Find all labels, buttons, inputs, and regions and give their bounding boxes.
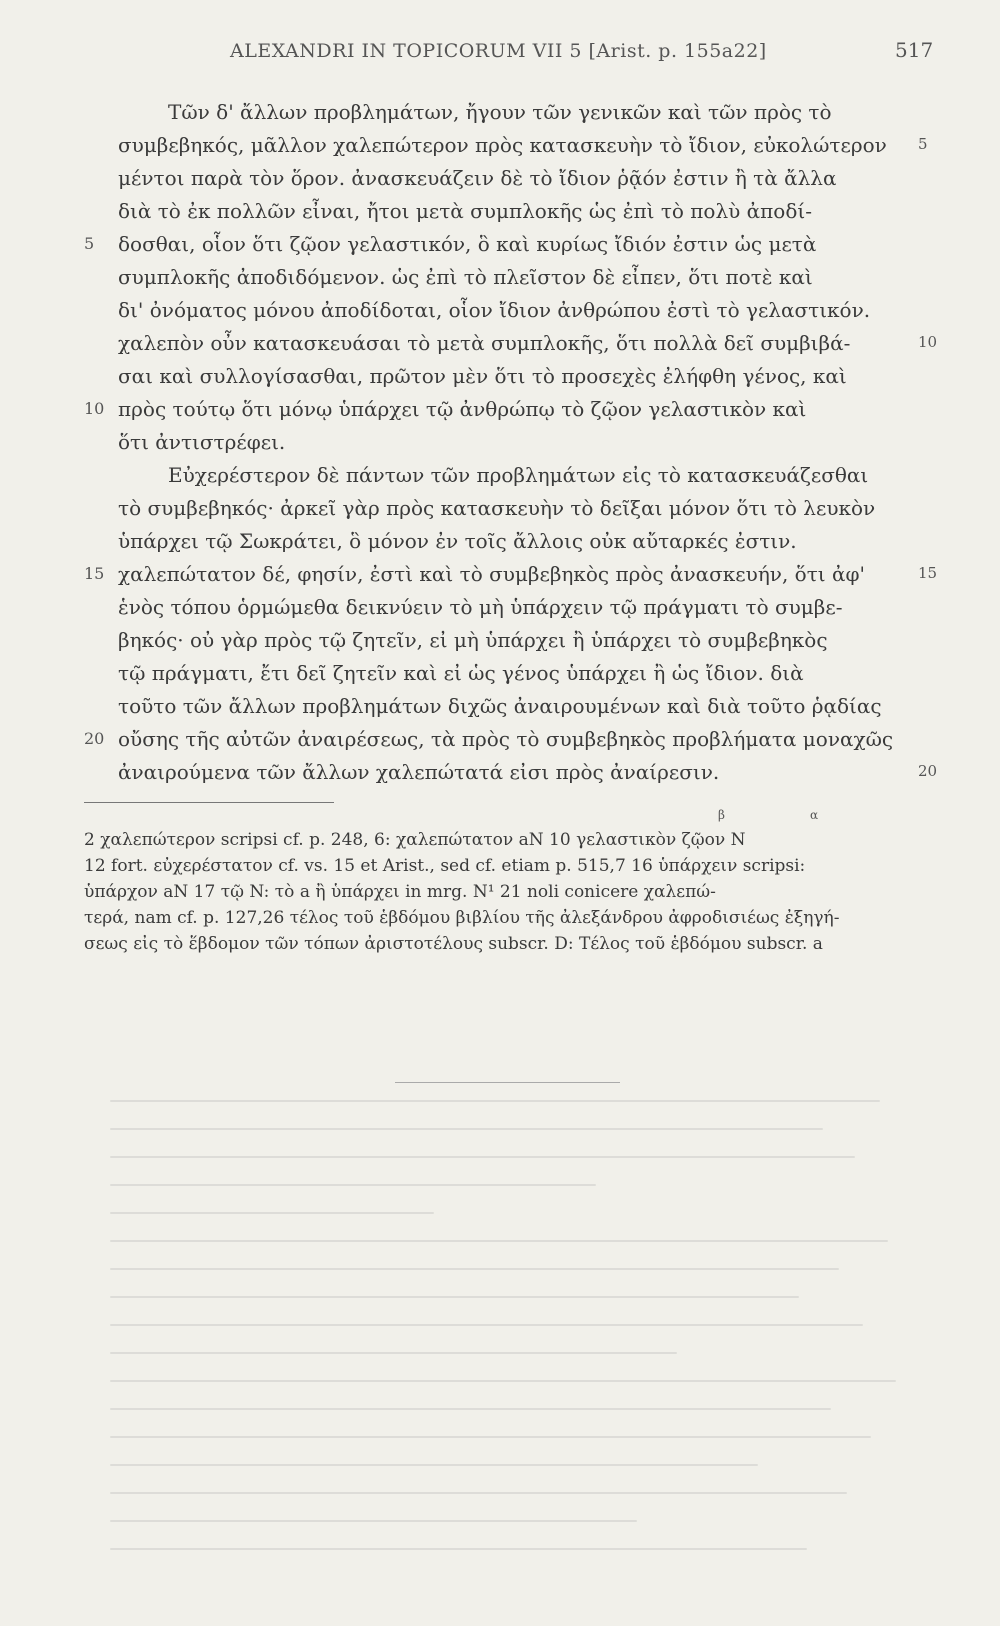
text-line-18: τῷ πράγματι, ἔτι δεῖ ζητεῖν καὶ εἰ ὡς γένος ὑπάρχει ἢ ὡς ἴδιον. διὰ	[118, 661, 804, 685]
apparatus-mark: β	[718, 808, 725, 822]
apparatus-mark: α	[810, 808, 819, 822]
text-line-5: δοσθαι, οἷον ὅτι ζῷον γελαστικόν, ὃ καὶ κυρίως ἴδιόν ἐστιν ὡς μετὰ	[118, 232, 817, 256]
line-number-left: 15	[84, 564, 105, 583]
text-line-17: βηκός· οὐ γὰρ πρὸς τῷ ζητεῖν, εἰ μὴ ὑπάρχει ἢ ὑπάρχει τὸ συμβεβηκὸς	[118, 628, 828, 652]
line-number-right: 20	[918, 762, 938, 780]
text-line-10: πρὸς τούτῳ ὅτι μόνῳ ὑπάρχει τῷ ἀνθρώπῳ τὸ ζῷον γελαστικὸν καὶ	[118, 397, 807, 421]
text-line-14: ὑπάρχει τῷ Σωκράτει, ὃ μόνον ἐν τοῖς ἄλλοις οὐκ αὔταρκές ἐστιν.	[118, 529, 797, 553]
text-line-20: οὔσης τῆς αὐτῶν ἀναιρέσεως, τὰ πρὸς τὸ συμβεβηκὸς προβλήματα μοναχῶς	[118, 727, 894, 751]
line-number-right: 15	[918, 564, 938, 582]
page-number: 517	[895, 38, 934, 62]
bleed-through-text	[110, 1100, 920, 1620]
apparatus-line-5: σεως εἰς τὸ ἕβδομον τῶν τόπων ἀριστοτέλους subscr. D: Τέλος τοῦ ἑβδόμου subscr. a	[84, 934, 823, 954]
text-line-1: Τῶν δ' ἄλλων προβλημάτων, ἤγουν τῶν γενικῶν καὶ τῶν πρὸς τὸ	[168, 100, 832, 124]
text-line-19: τοῦτο τῶν ἄλλων προβλημάτων διχῶς ἀναιρουμένων καὶ διὰ τοῦτο ῥᾳδίας	[118, 694, 882, 718]
text-line-15: χαλεπώτατον δέ, φησίν, ἐστὶ καὶ τὸ συμβεβηκὸς πρὸς ἀνασκευήν, ὅτι ἀφ'	[118, 562, 865, 586]
line-number-left: 5	[84, 234, 95, 253]
bleed-through-divider	[395, 1082, 620, 1083]
text-line-3: μέντοι παρὰ τὸν ὅρον. ἀνασκευάζειν δὲ τὸ ἴδιον ῥᾷόν ἐστιν ἢ τὰ ἄλλα	[118, 166, 837, 190]
text-line-16: ἑνὸς τόπου ὁρμώμεθα δεικνύειν τὸ μὴ ὑπάρχειν τῷ πράγματι τὸ συμβε-	[118, 595, 843, 619]
text-line-7: δι' ὀνόματος μόνου ἀποδίδοται, οἷον ἴδιον ἀνθρώπου ἐστὶ τὸ γελαστικόν.	[118, 298, 871, 322]
line-number-left: 10	[84, 399, 105, 418]
text-line-4: διὰ τὸ ἐκ πολλῶν εἶναι, ἤτοι μετὰ συμπλοκῆς ὡς ἐπὶ τὸ πολὺ ἀποδί-	[118, 199, 812, 223]
apparatus-line-4: τερά, nam cf. p. 127,26 τέλος τοῦ ἑβδόμου βιβλίου τῆς ἀλεξάνδρου ἀφροδισιέως ἐξηγή-	[84, 908, 840, 928]
line-number-right: 10	[918, 333, 938, 351]
line-number-right: 5	[918, 135, 928, 153]
running-head: ALEXANDRI IN TOPICORUM VII 5 [Arist. p. 155a22]	[230, 40, 767, 62]
text-line-8: χαλεπὸν οὖν κατασκευάσαι τὸ μετὰ συμπλοκῆς, ὅτι πολλὰ δεῖ συμβιβά-	[118, 331, 851, 355]
text-line-6: συμπλοκῆς ἀποδιδόμενον. ὡς ἐπὶ τὸ πλεῖστον δὲ εἶπεν, ὅτι ποτὲ καὶ	[118, 265, 813, 289]
apparatus-line-1: 2 χαλεπώτερον scripsi cf. p. 248, 6: χαλεπώτατον aN 10 γελαστικὸν ζῷον N	[84, 830, 746, 850]
text-line-11: ὅτι ἀντιστρέφει.	[118, 430, 286, 454]
text-line-2: συμβεβηκός, μᾶλλον χαλεπώτερον πρὸς κατασκευὴν τὸ ἴδιον, εὐκολώτερον	[118, 133, 887, 157]
apparatus-line-3: ὑπάρχον aN 17 τῷ N: τὸ a ἢ ὑπάρχει in mrg. N¹ 21 noli conicere χαλεπώ-	[84, 882, 716, 902]
text-line-13: τὸ συμβεβηκός· ἀρκεῖ γὰρ πρὸς κατασκευὴν τὸ δεῖξαι μόνον ὅτι τὸ λευκὸν	[118, 496, 876, 520]
apparatus-line-2: 12 fort. εὐχερέστατον cf. vs. 15 et Arist., sed cf. etiam p. 515,7 16 ὑπάρχειν scripsi:	[84, 856, 806, 876]
line-number-left: 20	[84, 729, 105, 748]
text-line-21: ἀναιρούμενα τῶν ἄλλων χαλεπώτατά εἰσι πρὸς ἀναίρεσιν.	[118, 760, 720, 784]
text-line-9: σαι καὶ συλλογίσασθαι, πρῶτον μὲν ὅτι τὸ προσεχὲς ἐλήφθη γένος, καὶ	[118, 364, 847, 388]
text-line-12: Εὐχερέστερον δὲ πάντων τῶν προβλημάτων εἰς τὸ κατασκευάζεσθαι	[168, 463, 869, 487]
footnote-divider	[84, 802, 334, 803]
